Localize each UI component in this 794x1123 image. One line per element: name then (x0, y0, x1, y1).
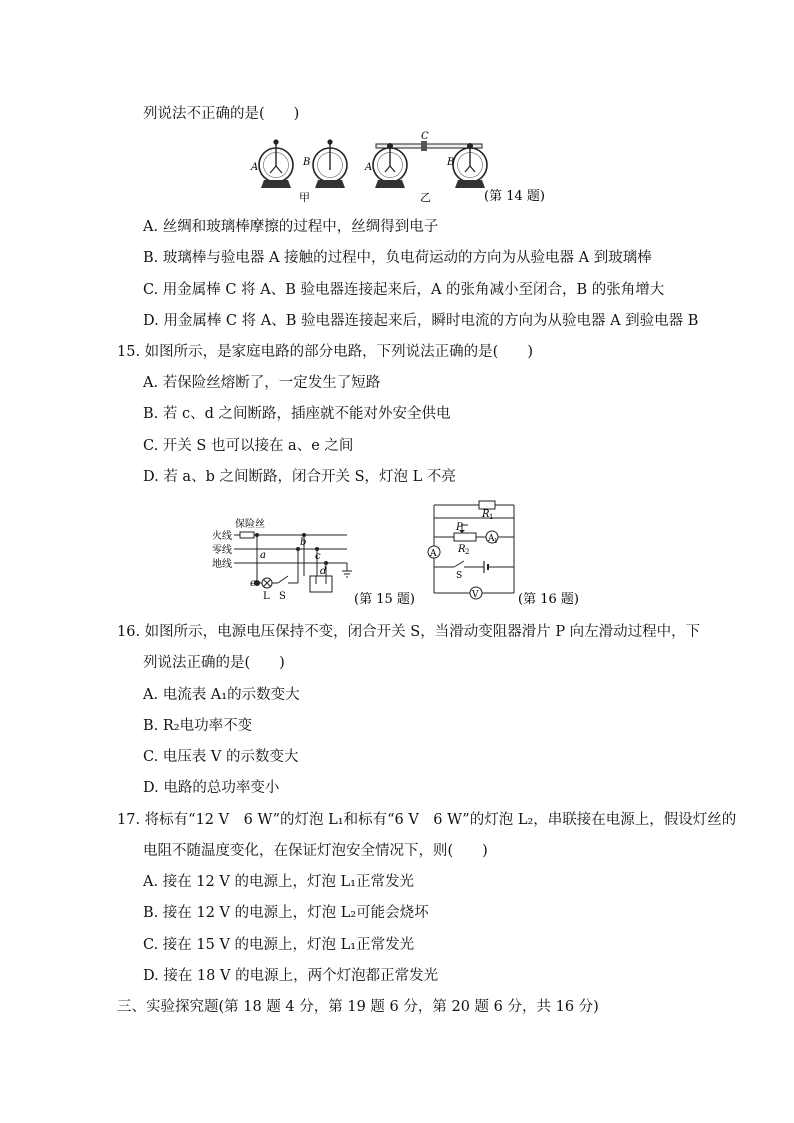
q14-option-b: B. 玻璃棒与验电器 A 接触的过程中，负电荷运动的方向为从验电器 A 到玻璃棒 (143, 250, 652, 266)
q16-stem-line2: 列说法正确的是( ) (143, 655, 285, 671)
label-ground-wire: 地线 (212, 559, 232, 570)
label-yi: 乙 (420, 191, 431, 204)
label-lamp-l: L (263, 591, 270, 602)
label-e: e (250, 578, 256, 589)
label-ammeter-a1-sub: 1 (494, 538, 498, 545)
q15-option-c: C. 开关 S 也可以接在 a、e 之间 (143, 438, 354, 454)
label-voltmeter-v: V (472, 590, 479, 600)
label-a: a (260, 550, 266, 561)
q16-option-a: A. 电流表 A₁的示数变大 (143, 687, 300, 703)
resistor-r2 (454, 533, 476, 541)
q15-stem: 15. 如图所示，是家庭电路的部分电路，下列说法正确的是( ) (117, 344, 533, 360)
electroscope-a-yi (373, 148, 407, 188)
q17-stem-line1: 17. 将标有“12 V 6 W”的灯泡 L₁和标有“6 V 6 W”的灯泡 L₂，串联接在电源上，假设灯丝的 (117, 812, 737, 828)
label-p: P (456, 522, 463, 533)
label-jia: 甲 (299, 191, 310, 204)
label-a-yi: A (365, 162, 373, 173)
q15-option-b: B. 若 c、d 之间断路，插座就不能对外安全供电 (143, 406, 451, 422)
q15-option-d: D. 若 a、b 之间断路，闭合开关 S，灯泡 L 不亮 (143, 469, 456, 485)
label-c: c (315, 551, 321, 562)
label-ammeter-a: A (430, 549, 437, 559)
label-switch-s: S (279, 591, 286, 602)
label-r2: R (458, 544, 466, 555)
label-r1: R (482, 509, 490, 520)
q16-option-d: D. 电路的总功率变小 (143, 780, 280, 796)
label-r1-sub: 1 (489, 513, 494, 521)
q15-figure-caption: (第 15 题) (354, 592, 415, 607)
electroscope-b-yi (453, 148, 487, 188)
q16-figure-caption: (第 16 题) (518, 592, 579, 607)
label-fuse: 保险丝 (235, 519, 265, 530)
q17-stem-line2: 电阻不随温度变化，在保证灯泡安全情况下，则( ) (143, 843, 488, 859)
label-b-yi: B (447, 157, 455, 168)
q16-option-b: B. R₂电功率不变 (143, 718, 253, 734)
q17-option-b: B. 接在 12 V 的电源上，灯泡 L₂可能会烧坏 (143, 905, 429, 921)
socket-symbol (310, 576, 332, 592)
switch-s (454, 561, 464, 567)
label-c: C (421, 131, 429, 142)
q14-option-a: A. 丝绸和玻璃棒摩擦的过程中，丝绸得到电子 (143, 219, 439, 235)
label-neutral-wire: 零线 (212, 545, 232, 556)
q17-option-c: C. 接在 15 V 的电源上，灯泡 L₁正常发光 (143, 937, 415, 953)
label-a-jia: A (251, 162, 259, 173)
resistor-r1 (479, 501, 495, 509)
q15-option-a: A. 若保险丝熔断了，一定发生了短路 (143, 375, 381, 391)
q15-household-circuit-figure (212, 516, 420, 608)
q14-option-c: C. 用金属棒 C 将 A、B 验电器连接起来后，A 的张角减小至闭合，B 的张角增大 (143, 282, 665, 298)
q14-figure-caption: (第 14 题) (484, 189, 545, 204)
switch-symbol (278, 576, 288, 583)
electroscope-b-jia (313, 139, 347, 188)
q17-option-a: A. 接在 12 V 的电源上，灯泡 L₁正常发光 (143, 874, 414, 890)
q16-stem-line1: 16. 如图所示，电源电压保持不变，闭合开关 S，当滑动变阻器滑片 P 向左滑动过程中，下 (117, 624, 701, 640)
q16-circuit-figure (424, 497, 584, 609)
label-switch-s: S (456, 571, 463, 581)
electroscope-a-jia (259, 139, 293, 188)
fuse-symbol (240, 532, 254, 538)
q16-option-c: C. 电压表 V 的示数变大 (143, 749, 299, 765)
label-ammeter-a1: A (488, 534, 495, 544)
label-live-wire: 火线 (212, 531, 232, 542)
label-r2-sub: 2 (465, 548, 470, 556)
label-b-jia: B (303, 157, 311, 168)
label-d: d (320, 566, 327, 577)
section-3-title: 三、实验探究题(第 18 题 4 分，第 19 题 6 分，第 20 题 6 分，共 16 分) (117, 999, 599, 1015)
label-b: b (300, 537, 307, 548)
q17-option-d: D. 接在 18 V 的电源上，两个灯泡都正常发光 (143, 968, 439, 984)
q14-stem-tail: 列说法不正确的是( ) (143, 106, 300, 122)
q14-option-d: D. 用金属棒 C 将 A、B 验电器连接起来后，瞬时电流的方向为从验电器 A 到验电器 B (143, 313, 699, 329)
q14-electroscope-figure (248, 130, 548, 205)
